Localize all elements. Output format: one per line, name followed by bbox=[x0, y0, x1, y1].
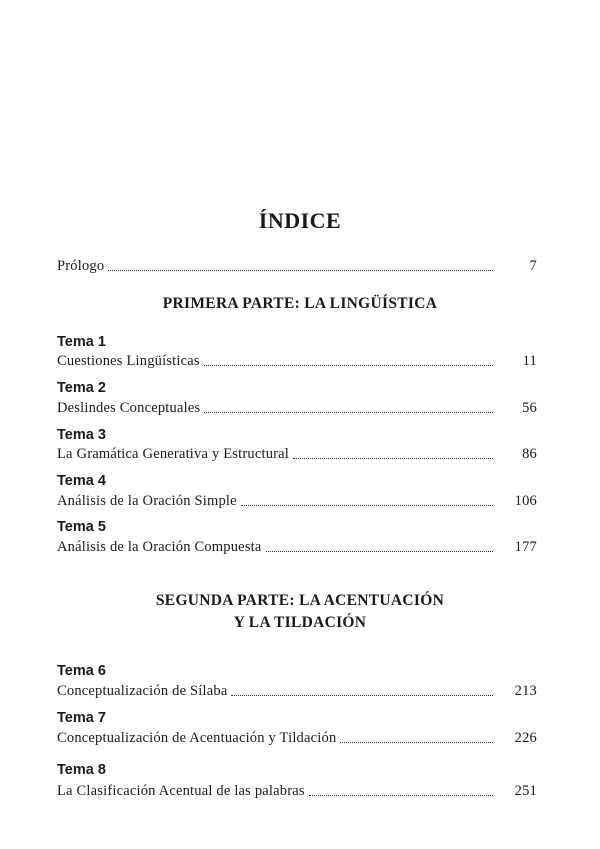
toc-page-number: 7 bbox=[529, 258, 537, 274]
dot-leader bbox=[231, 685, 493, 696]
tema-heading: Tema 1 bbox=[57, 334, 106, 350]
toc-entry-label: Conceptualización de Acentuación y Tildación bbox=[57, 730, 337, 746]
toc-entry[interactable] bbox=[57, 536, 537, 556]
tema-heading: Tema 6 bbox=[57, 663, 106, 679]
tema-heading: Tema 8 bbox=[57, 762, 106, 778]
tema-heading: Tema 2 bbox=[57, 380, 106, 396]
part-heading-line: Y LA TILDACIÓN bbox=[233, 614, 367, 631]
tema-heading: Tema 4 bbox=[57, 473, 106, 489]
toc-page-number: 226 bbox=[514, 730, 537, 746]
toc-entry[interactable] bbox=[57, 397, 537, 417]
toc-page-number: 213 bbox=[514, 683, 537, 699]
toc-entry-label: Cuestiones Lingüísticas bbox=[57, 353, 200, 369]
toc-entry[interactable] bbox=[57, 780, 537, 800]
toc-page-number: 251 bbox=[514, 783, 537, 799]
toc-entry-label: Conceptualización de Sílaba bbox=[57, 683, 228, 699]
tema-heading: Tema 3 bbox=[57, 427, 106, 443]
toc-page-number: 11 bbox=[522, 353, 537, 369]
tema-heading: Tema 7 bbox=[57, 710, 106, 726]
dot-leader bbox=[309, 785, 493, 796]
part-heading-1: PRIMERA PARTE: LA LINGÜÍSTICA bbox=[162, 295, 438, 312]
toc-entry[interactable] bbox=[57, 443, 537, 463]
toc-entry-label: Prólogo bbox=[57, 258, 105, 274]
toc-entry-label: Análisis de la Oración Compuesta bbox=[57, 539, 262, 555]
toc-entry[interactable] bbox=[57, 490, 537, 510]
dot-leader bbox=[293, 448, 493, 459]
toc-page-number: 86 bbox=[522, 446, 537, 462]
dot-leader bbox=[204, 402, 493, 413]
dot-leader bbox=[241, 495, 493, 506]
toc-entry-label: Análisis de la Oración Simple bbox=[57, 493, 237, 509]
tema-heading: Tema 5 bbox=[57, 519, 106, 535]
dot-leader bbox=[108, 260, 493, 271]
toc-page-number: 177 bbox=[514, 539, 537, 555]
toc-entry-prologue[interactable] bbox=[57, 255, 537, 275]
dot-leader bbox=[340, 732, 493, 743]
toc-page-number: 56 bbox=[522, 400, 537, 416]
toc-entry-label: Deslindes Conceptuales bbox=[57, 400, 201, 416]
toc-entry-label: La Gramática Generativa y Estructural bbox=[57, 446, 290, 462]
index-title: ÍNDICE bbox=[258, 208, 342, 233]
toc-entry[interactable] bbox=[57, 350, 537, 370]
toc-entry-label: La Clasificación Acentual de las palabras bbox=[57, 783, 305, 799]
dot-leader bbox=[204, 355, 493, 366]
toc-entry[interactable] bbox=[57, 680, 537, 700]
part-heading-2 bbox=[0, 590, 600, 634]
toc-entry[interactable] bbox=[57, 727, 537, 747]
dot-leader bbox=[266, 541, 493, 552]
part-heading-line: SEGUNDA PARTE: LA ACENTUACIÓN bbox=[155, 592, 445, 609]
toc-page-number: 106 bbox=[514, 493, 537, 509]
